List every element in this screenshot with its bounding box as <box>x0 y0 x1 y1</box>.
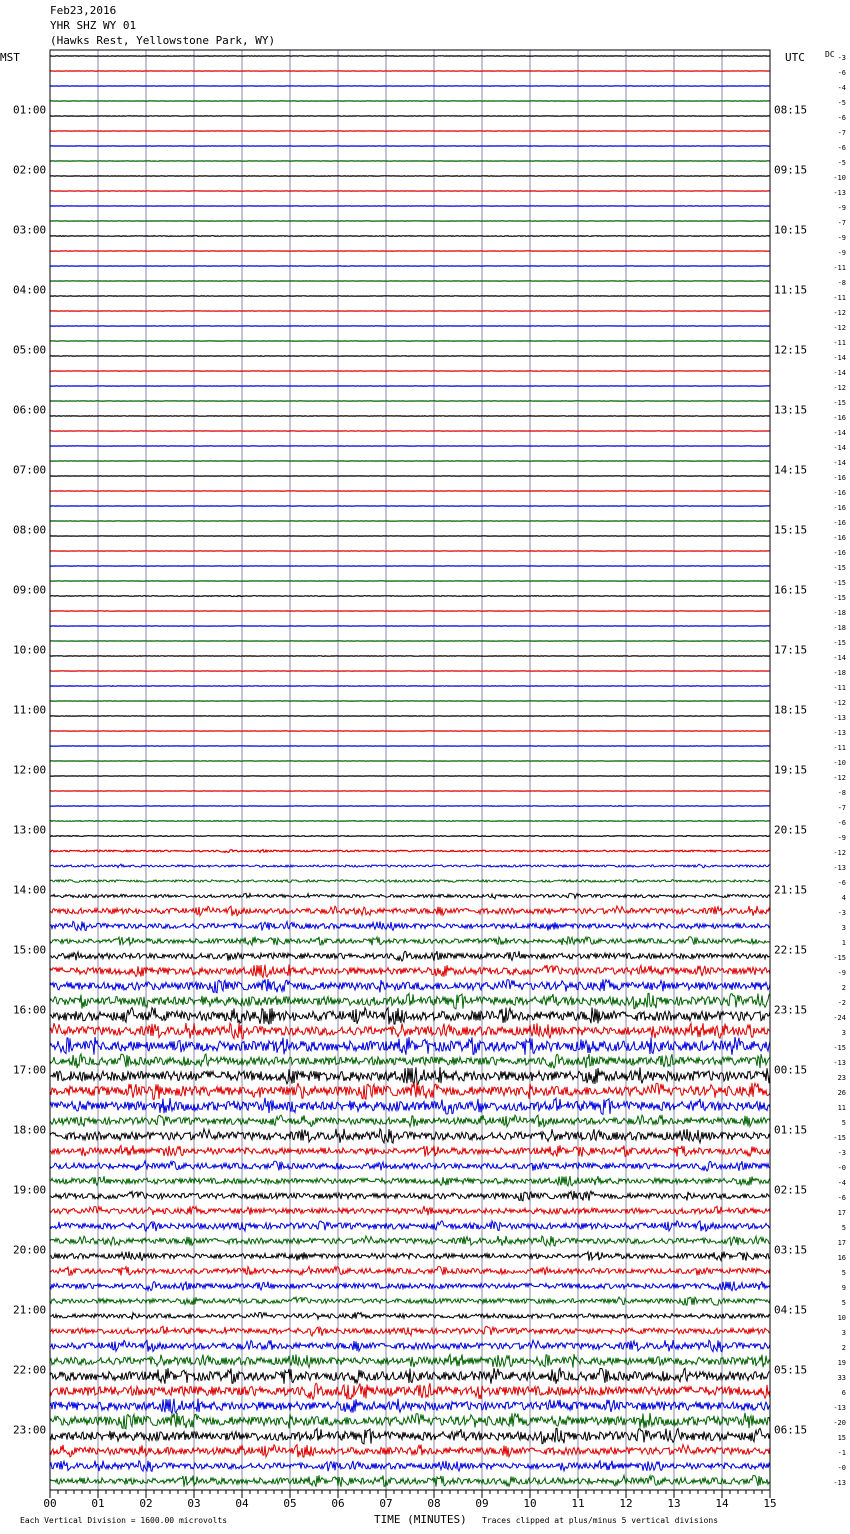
utc-hour-label: 00:15 <box>774 1063 808 1077</box>
trace-line <box>50 937 770 946</box>
trace-line <box>50 1098 770 1114</box>
utc-hour-label: 16:15 <box>774 583 808 597</box>
trace-line <box>50 686 770 687</box>
dc-offset-label: 26 <box>837 1089 846 1097</box>
mst-hour-label: 23:00 <box>13 1423 47 1437</box>
dc-offset-label: -12 <box>833 849 846 857</box>
trace-line <box>50 1221 770 1232</box>
dc-offset-label: 2 <box>841 984 846 992</box>
dc-offset-label: -7 <box>837 804 846 812</box>
dc-offset-label: 10 <box>837 1314 846 1322</box>
trace-line <box>50 1297 770 1305</box>
dc-offset-label: -3 <box>837 909 846 917</box>
utc-hour-label: 08:15 <box>774 103 808 117</box>
dc-offset-label: 2 <box>841 1344 846 1352</box>
trace-line <box>50 1115 770 1127</box>
mst-hour-label: 15:00 <box>13 943 47 957</box>
dc-offset-label: -11 <box>833 294 846 302</box>
utc-hour-label: 13:15 <box>774 403 808 417</box>
trace-line <box>50 1176 770 1186</box>
dc-offset-label: 17 <box>837 1239 846 1247</box>
dc-offset-label: -18 <box>833 669 846 677</box>
x-tick-label: 11 <box>571 1497 585 1510</box>
trace-line <box>50 1399 770 1414</box>
dc-offset-label: -12 <box>833 699 846 707</box>
dc-offset-label: -15 <box>833 594 846 602</box>
utc-hour-label: 21:15 <box>774 883 808 897</box>
dc-offset-label: -8 <box>837 279 846 287</box>
utc-hour-label: 04:15 <box>774 1303 808 1317</box>
dc-offset-label: 3 <box>841 1329 846 1337</box>
dc-offset-label: 5 <box>841 1299 846 1307</box>
dc-offset-label: -13 <box>833 714 846 722</box>
trace-line <box>50 1428 770 1444</box>
dc-offset-label: -6 <box>837 879 846 887</box>
mst-hour-label: 07:00 <box>13 463 47 477</box>
mst-hour-label: 06:00 <box>13 403 47 417</box>
mst-hour-label: 09:00 <box>13 583 47 597</box>
trace-line <box>50 161 770 162</box>
dc-offset-label: -15 <box>833 399 846 407</box>
dc-offset-label: -13 <box>833 1479 846 1487</box>
utc-hour-label: 18:15 <box>774 703 808 717</box>
trace-line <box>50 1067 770 1085</box>
trace-line <box>50 1129 770 1143</box>
trace-line <box>50 979 770 993</box>
dc-offset-label: 19 <box>837 1359 846 1367</box>
dc-offset-label: -16 <box>833 414 846 422</box>
trace-line <box>50 836 770 837</box>
mst-axis-title: MST <box>0 51 20 64</box>
dc-offset-label: -0 <box>837 1164 846 1172</box>
trace-line <box>50 1236 770 1246</box>
mst-hour-label: 14:00 <box>13 883 47 897</box>
mst-hour-label: 11:00 <box>13 703 47 717</box>
trace-line <box>50 1281 770 1290</box>
dc-offset-label: 3 <box>841 924 846 932</box>
trace-line <box>50 1161 770 1171</box>
dc-offset-label: -3 <box>837 54 846 62</box>
dc-offset-label: -0 <box>837 1464 846 1472</box>
dc-offset-label: -15 <box>833 564 846 572</box>
dc-offset-label: -9 <box>837 249 846 257</box>
header-date: Feb23,2016 <box>50 4 117 17</box>
dc-offset-label: -16 <box>833 534 846 542</box>
trace-line <box>50 356 770 357</box>
header-station: YHR SHZ WY 01 <box>50 19 137 32</box>
trace-line <box>50 1354 770 1367</box>
trace-line <box>50 821 770 822</box>
trace-line <box>50 993 770 1009</box>
trace-line <box>50 371 770 372</box>
trace-line <box>50 326 770 327</box>
dc-offset-label: -15 <box>833 639 846 647</box>
dc-offset-label: 23 <box>837 1074 846 1082</box>
dc-offset-label: -10 <box>833 759 846 767</box>
mst-hour-label: 13:00 <box>13 823 47 837</box>
clip-note: Traces clipped at plus/minus 5 vertical divisions <box>482 1516 719 1525</box>
trace-line <box>50 951 770 961</box>
dc-offset-label: 15 <box>837 1434 846 1442</box>
dc-offset-label: -6 <box>837 819 846 827</box>
dc-offset-label: -15 <box>833 1044 846 1052</box>
dc-offset-label: -16 <box>833 549 846 557</box>
x-tick-label: 09 <box>475 1497 489 1510</box>
x-tick-label: 01 <box>91 1497 105 1510</box>
x-tick-label: 13 <box>667 1497 681 1510</box>
dc-offset-label: -8 <box>837 789 846 797</box>
dc-offset-label: -6 <box>837 69 846 77</box>
x-tick-label: 02 <box>139 1497 153 1510</box>
dc-axis-title: DC <box>825 50 835 59</box>
dc-offset-label: -12 <box>833 384 846 392</box>
trace-line <box>50 1413 770 1429</box>
mst-hour-label: 03:00 <box>13 223 47 237</box>
dc-offset-label: -11 <box>833 684 846 692</box>
dc-offset-label: -14 <box>833 459 846 467</box>
utc-hour-label: 19:15 <box>774 763 808 777</box>
trace-line <box>50 551 770 552</box>
utc-hour-label: 11:15 <box>774 283 808 297</box>
dc-offset-label: -14 <box>833 444 846 452</box>
x-tick-label: 07 <box>379 1497 393 1510</box>
x-tick-label: 08 <box>427 1497 441 1510</box>
x-tick-label: 14 <box>715 1497 729 1510</box>
x-tick-label: 03 <box>187 1497 201 1510</box>
dc-offset-label: -14 <box>833 429 846 437</box>
dc-offset-label: -14 <box>833 354 846 362</box>
x-axis-label: TIME (MINUTES) <box>374 1513 467 1526</box>
dc-offset-label: -13 <box>833 1059 846 1067</box>
mst-hour-label: 04:00 <box>13 283 47 297</box>
dc-offset-label: -6 <box>837 114 846 122</box>
dc-offset-label: 9 <box>841 1284 846 1292</box>
dc-offset-label: 11 <box>837 1104 846 1112</box>
dc-offset-label: -1 <box>837 1449 846 1457</box>
trace-line <box>50 1023 770 1039</box>
mst-hour-label: 01:00 <box>13 103 47 117</box>
dc-offset-label: -16 <box>833 519 846 527</box>
trace-line <box>50 906 770 916</box>
utc-hour-label: 10:15 <box>774 223 808 237</box>
trace-line <box>50 1083 770 1100</box>
trace-line <box>50 1475 770 1486</box>
trace-line <box>50 1383 770 1399</box>
mst-hour-label: 20:00 <box>13 1243 47 1257</box>
mst-hour-label: 05:00 <box>13 343 47 357</box>
trace-line <box>50 1251 770 1260</box>
dc-offset-label: 17 <box>837 1209 846 1217</box>
dc-offset-label: -12 <box>833 309 846 317</box>
trace-line <box>50 1326 770 1336</box>
dc-offset-label: -10 <box>833 174 846 182</box>
utc-hour-label: 06:15 <box>774 1423 808 1437</box>
mst-hour-label: 21:00 <box>13 1303 47 1317</box>
trace-line <box>50 266 770 267</box>
utc-hour-label: 15:15 <box>774 523 808 537</box>
dc-offset-label: -9 <box>837 204 846 212</box>
mst-hour-label: 19:00 <box>13 1183 47 1197</box>
dc-offset-label: -14 <box>833 369 846 377</box>
dc-offset-label: -6 <box>837 144 846 152</box>
dc-offset-label: -15 <box>833 1134 846 1142</box>
dc-offset-label: -16 <box>833 489 846 497</box>
trace-line <box>50 236 770 237</box>
utc-hour-label: 03:15 <box>774 1243 808 1257</box>
dc-offset-label: -15 <box>833 579 846 587</box>
dc-offset-label: 5 <box>841 1119 846 1127</box>
trace-line <box>50 1008 770 1025</box>
trace-line <box>50 1145 770 1156</box>
trace-line <box>50 1191 770 1201</box>
trace-line <box>50 864 770 868</box>
dc-offset-label: -16 <box>833 474 846 482</box>
x-tick-label: 00 <box>43 1497 57 1510</box>
trace-line <box>50 1461 770 1472</box>
dc-offset-label: -18 <box>833 609 846 617</box>
x-tick-label: 12 <box>619 1497 633 1510</box>
trace-line <box>50 965 770 978</box>
x-tick-label: 15 <box>763 1497 777 1510</box>
dc-offset-label: -13 <box>833 729 846 737</box>
trace-line <box>50 611 770 612</box>
utc-hour-label: 12:15 <box>774 343 808 357</box>
dc-offset-label: 3 <box>841 1029 846 1037</box>
trace-line <box>50 921 770 930</box>
utc-hour-label: 22:15 <box>774 943 808 957</box>
utc-hour-label: 01:15 <box>774 1123 808 1137</box>
dc-offset-label: 16 <box>837 1254 846 1262</box>
mst-hour-label: 22:00 <box>13 1363 47 1377</box>
trace-line <box>50 476 770 477</box>
dc-offset-label: -4 <box>837 84 846 92</box>
trace-line <box>50 1206 770 1215</box>
trace-line <box>50 880 770 882</box>
dc-offset-label: -11 <box>833 339 846 347</box>
dc-offset-label: 5 <box>841 1269 846 1277</box>
dc-offset-label: -5 <box>837 99 846 107</box>
mst-hour-label: 12:00 <box>13 763 47 777</box>
mst-hour-label: 08:00 <box>13 523 47 537</box>
dc-offset-label: 6 <box>841 1389 846 1397</box>
dc-offset-label: -12 <box>833 324 846 332</box>
utc-hour-label: 14:15 <box>774 463 808 477</box>
mst-hour-label: 18:00 <box>13 1123 47 1137</box>
dc-offset-label: -15 <box>833 954 846 962</box>
dc-offset-label: -13 <box>833 864 846 872</box>
dc-offset-label: -7 <box>837 219 846 227</box>
utc-hour-label: 17:15 <box>774 643 808 657</box>
dc-offset-label: -12 <box>833 774 846 782</box>
dc-offset-label: -13 <box>833 189 846 197</box>
x-tick-label: 06 <box>331 1497 345 1510</box>
utc-hour-label: 23:15 <box>774 1003 808 1017</box>
dc-offset-label: -9 <box>837 969 846 977</box>
trace-line <box>50 850 770 853</box>
trace-line <box>50 1266 770 1275</box>
dc-offset-label: -4 <box>837 1179 846 1187</box>
trace-line <box>50 1445 770 1458</box>
x-tick-label: 04 <box>235 1497 249 1510</box>
dc-offset-label: -18 <box>833 624 846 632</box>
utc-hour-label: 20:15 <box>774 823 808 837</box>
trace-line <box>50 701 770 702</box>
dc-offset-label: -11 <box>833 744 846 752</box>
trace-line <box>50 221 770 222</box>
dc-offset-label: -2 <box>837 999 846 1007</box>
trace-line <box>50 1054 770 1068</box>
dc-offset-label: 4 <box>841 894 846 902</box>
traces <box>50 56 770 1487</box>
utc-hour-label: 02:15 <box>774 1183 808 1197</box>
trace-line <box>50 596 770 597</box>
dc-offset-label: -7 <box>837 129 846 137</box>
x-tick-label: 05 <box>283 1497 297 1510</box>
trace-line <box>50 1312 770 1319</box>
trace-line <box>50 1368 770 1384</box>
dc-offset-label: -13 <box>833 1404 846 1412</box>
dc-offset-label: -14 <box>833 654 846 662</box>
dc-offset-label: -24 <box>833 1014 846 1022</box>
mst-hour-label: 16:00 <box>13 1003 47 1017</box>
dc-offset-label: -16 <box>833 504 846 512</box>
dc-offset-label: 5 <box>841 1224 846 1232</box>
utc-hour-label: 09:15 <box>774 163 808 177</box>
dc-offset-label: -5 <box>837 159 846 167</box>
dc-offset-label: -3 <box>837 1149 846 1157</box>
dc-offset-label: 1 <box>841 939 846 947</box>
utc-axis-title: UTC <box>785 51 805 64</box>
dc-offset-label: -9 <box>837 234 846 242</box>
dc-offset-label: 33 <box>837 1374 846 1382</box>
trace-line <box>50 656 770 657</box>
trace-line <box>50 1037 770 1055</box>
scale-note: Each Vertical Division = 1600.00 microvolts <box>20 1516 228 1525</box>
mst-hour-label: 10:00 <box>13 643 47 657</box>
dc-offset-label: -20 <box>833 1419 846 1427</box>
trace-line <box>50 806 770 807</box>
dc-offset-label: -9 <box>837 834 846 842</box>
header-location: (Hawks Rest, Yellowstone Park, WY) <box>50 34 276 47</box>
dc-offset-label: -6 <box>837 1194 846 1202</box>
trace-line <box>50 893 770 898</box>
trace-line <box>50 761 770 762</box>
mst-hour-label: 17:00 <box>13 1063 47 1077</box>
x-tick-label: 10 <box>523 1497 537 1510</box>
trace-line <box>50 1340 770 1352</box>
utc-hour-label: 05:15 <box>774 1363 808 1377</box>
trace-line <box>50 431 770 432</box>
dc-offset-label: -11 <box>833 264 846 272</box>
mst-hour-label: 02:00 <box>13 163 47 177</box>
